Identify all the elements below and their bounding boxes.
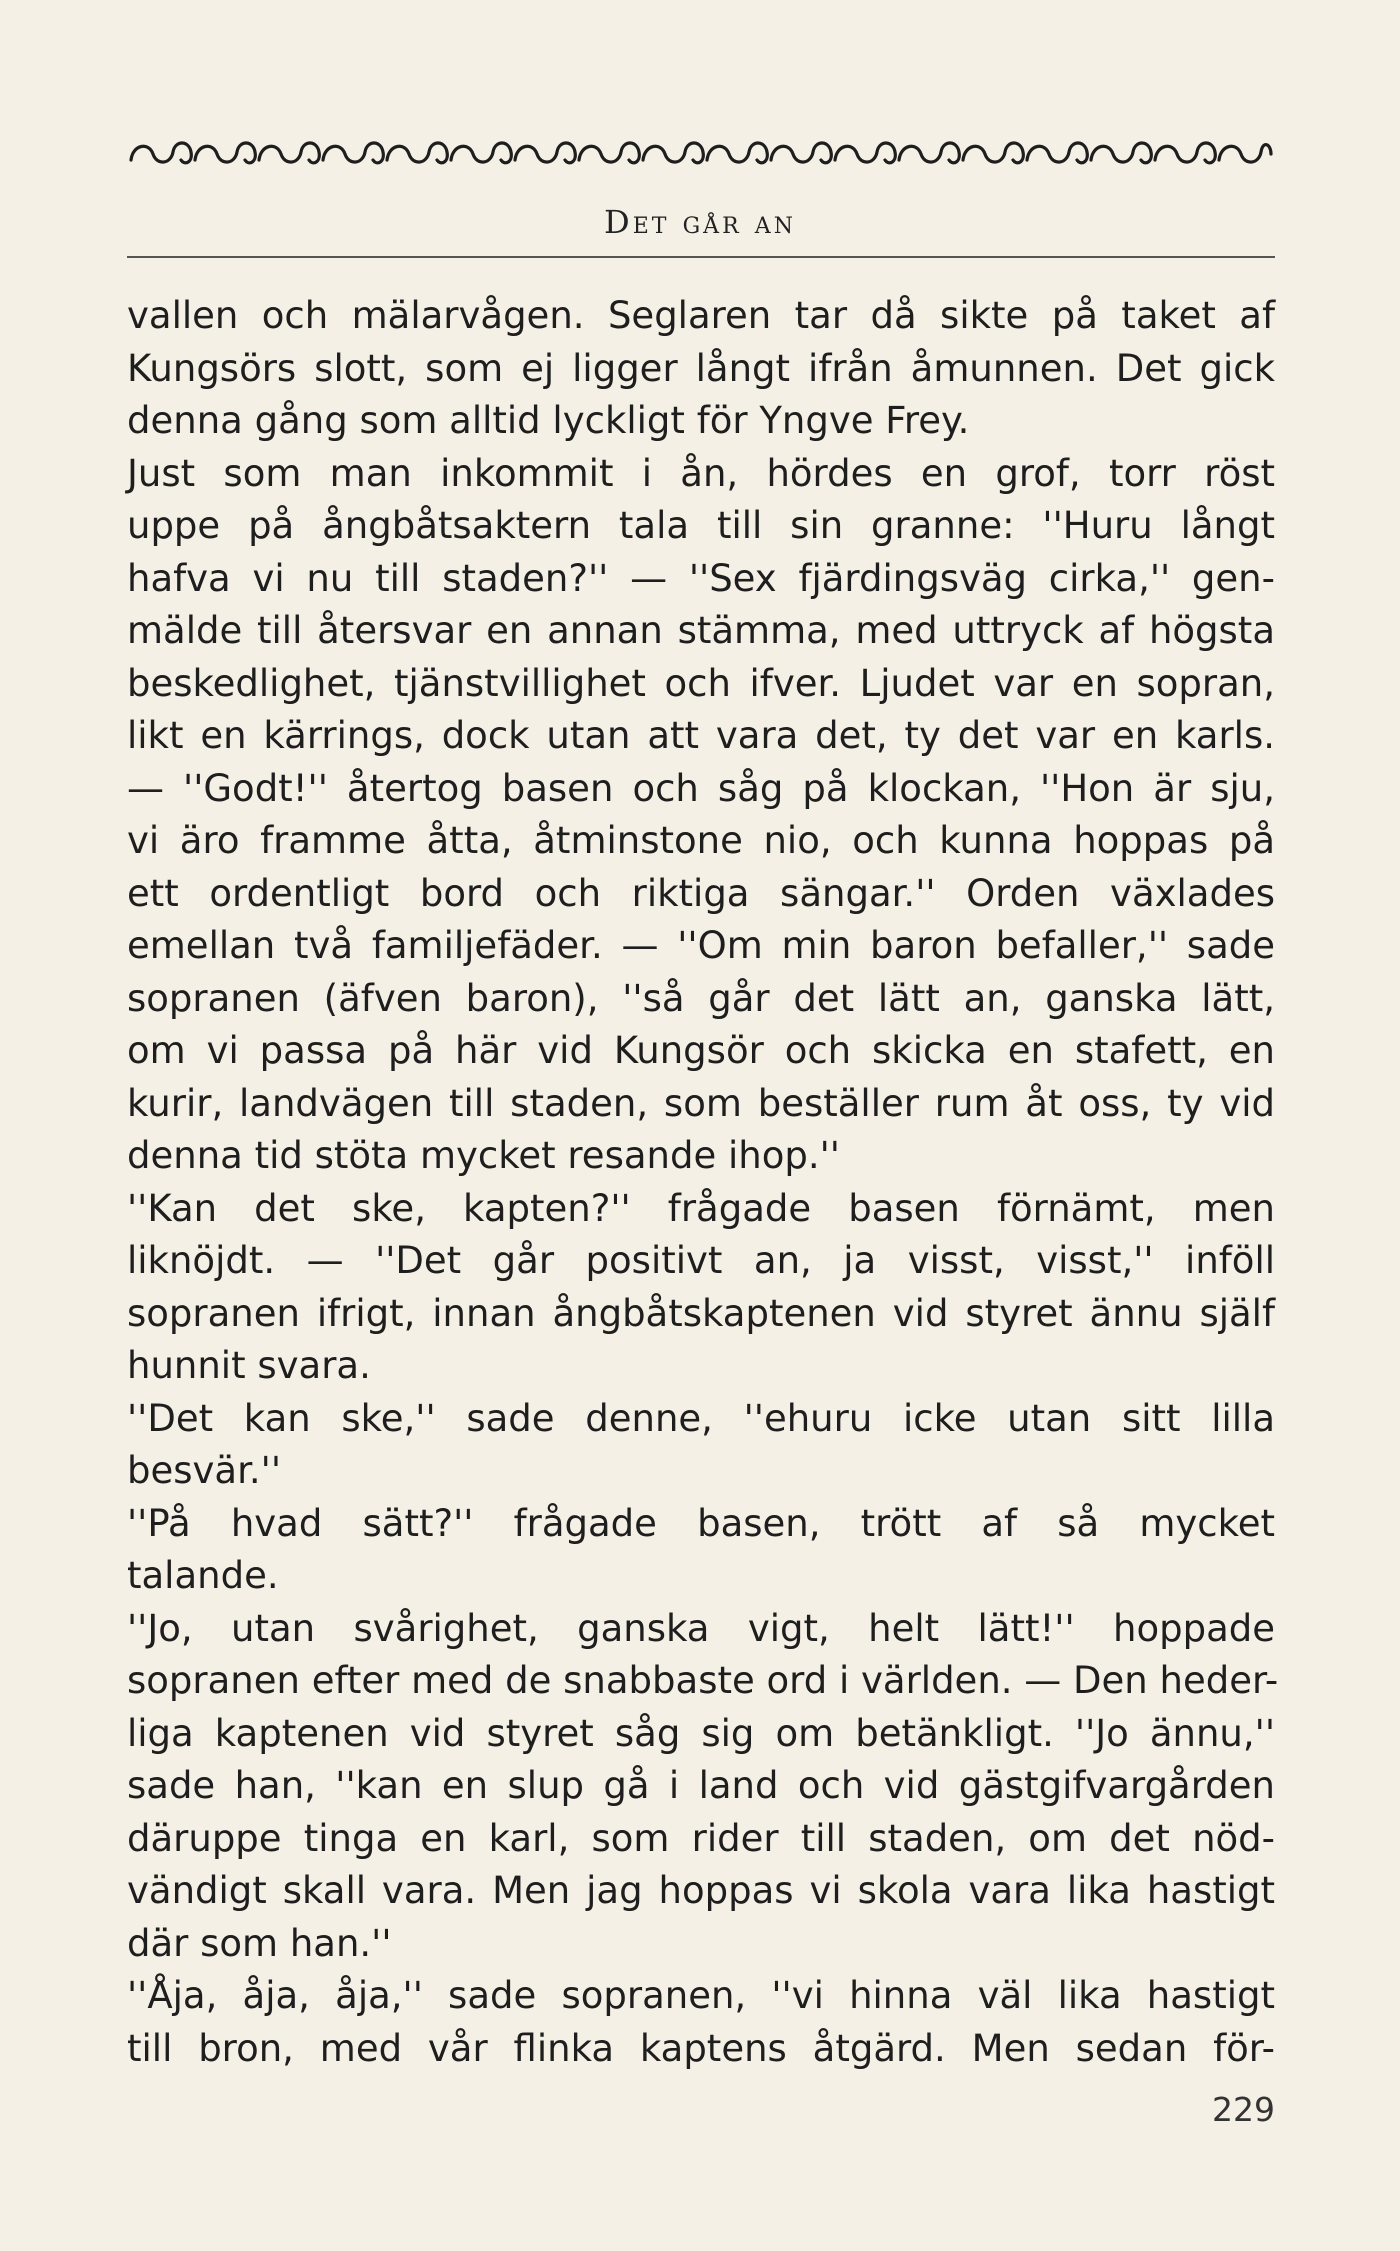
text-line: Kungsörs slott, som ej ligger långt ifrån åmunnen. Det gick <box>127 346 1275 390</box>
text-line: likt en kärrings, dock utan att vara det, ty det var en karls. <box>127 714 1275 757</box>
text-line: däruppe tinga en karl, som rider till staden, om det nöd- <box>127 1816 1275 1860</box>
text-line: denna tid stöta mycket resande ihop.'' <box>127 1134 840 1177</box>
text-line: sade han, ''kan en slup gå i land och vid gästgifvargården <box>127 1764 1275 1807</box>
text-line: beskedlighet, tjänstvillighet och ifver. Ljudet var en sopran, <box>127 661 1275 705</box>
text-line: där som han.'' <box>127 1921 392 1965</box>
text-line: liga kaptenen vid styret såg sig om betänkligt. ''Jo ännu,'' <box>127 1711 1275 1755</box>
text-line: ''Åja, åja, åja,'' sade sopranen, ''vi hinna väl lika hastigt <box>127 1974 1275 2017</box>
text-line: vallen och mälarvågen. Seglaren tar då sikte på taket af <box>127 294 1275 337</box>
text-line: vi äro framme åtta, åtminstone nio, och kunna hoppas på <box>127 819 1275 862</box>
text-line: ett ordentligt bord och riktiga sängar.'' Orden växlades <box>127 871 1275 915</box>
text-line: besvär.'' <box>127 1449 282 1492</box>
text-line: mälde till återsvar en annan stämma, med uttryck af högsta <box>127 609 1275 652</box>
page-body-text <box>127 290 1279 2075</box>
text-line: sopranen efter med de snabbaste ord i världen. — Den heder- <box>127 1659 1279 1702</box>
page-number: 229 <box>1212 2090 1275 2129</box>
text-line: — ''Godt!'' återtog basen och såg på klockan, ''Hon är sju, <box>127 766 1275 810</box>
text-line: till bron, med vår flinka kaptens åtgärd. Men sedan för- <box>127 2026 1275 2070</box>
text-line: sopranen ifrigt, innan ångbåtskaptenen vid styret ännu själf <box>127 1291 1275 1335</box>
text-line: om vi passa på här vid Kungsör och skicka en stafett, en <box>127 1029 1275 1072</box>
text-line: ''Kan det ske, kapten?'' frågade basen förnämt, men <box>127 1186 1275 1230</box>
text-line: denna gång som alltid lyckligt för Yngve Frey. <box>127 399 970 442</box>
running-head-title: Det går an <box>604 203 796 241</box>
header-rule-divider <box>127 256 1275 258</box>
text-line: Just som man inkommit i ån, hördes en grof, torr röst <box>127 451 1275 495</box>
text-line: talande. <box>127 1554 279 1597</box>
text-line: uppe på ångbåtsaktern tala till sin granne: ''Huru långt <box>127 504 1275 547</box>
text-line: kurir, landvägen till staden, som beställer rum åt oss, ty vid <box>127 1081 1275 1125</box>
text-line: ''Jo, utan svårighet, ganska vigt, helt lätt!'' hoppade <box>127 1606 1275 1650</box>
text-line: hafva vi nu till staden?'' — ''Sex fjärdingsväg cirka,'' gen- <box>127 556 1275 600</box>
text-line: hunnit svara. <box>127 1344 371 1387</box>
text-line: ''På hvad sätt?'' frågade basen, trött af så mycket <box>127 1501 1275 1545</box>
text-line: sopranen (äfven baron), ''så går det lätt an, ganska lätt, <box>127 976 1275 1020</box>
text-line: liknöjdt. — ''Det går positivt an, ja visst, visst,'' inföll <box>127 1239 1275 1282</box>
text-line: emellan två familjefäder. — ''Om min baron befaller,'' sade <box>127 924 1275 967</box>
text-line: vändigt skall vara. Men jag hoppas vi skola vara lika hastigt <box>127 1869 1275 1912</box>
text-line: ''Det kan ske,'' sade denne, ''ehuru icke utan sitt lilla <box>127 1396 1275 1440</box>
decorative-header-ornament <box>127 130 1275 178</box>
